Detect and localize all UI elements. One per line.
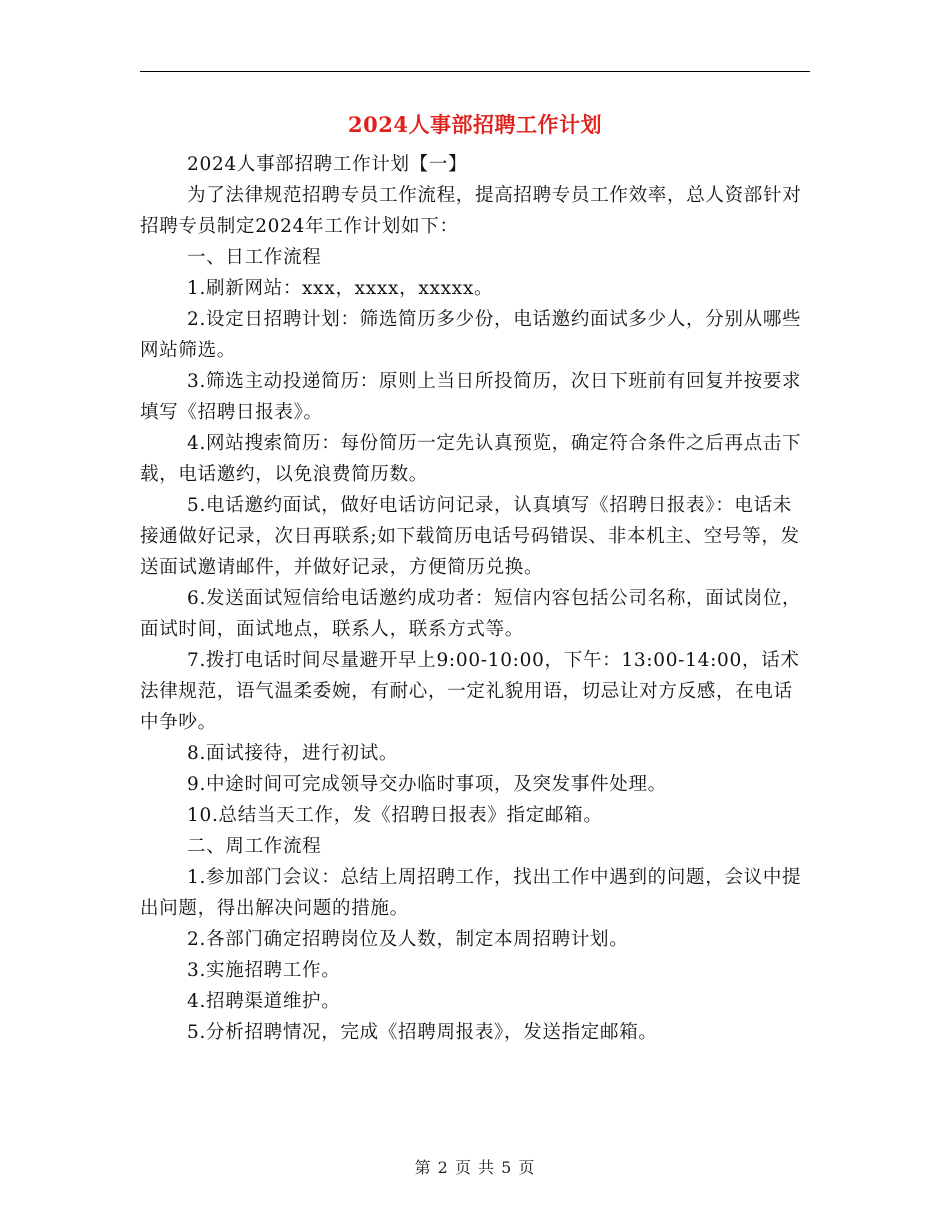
- list-item: 9.中途时间可完成领导交办临时事项，及突发事件处理。: [187, 774, 667, 795]
- list-item: 1.参加部门会议：总结上周招聘工作，找出工作中遇到的问题，会议中提出问题，得出解决问题的措施。: [140, 867, 802, 919]
- list-item: 3.筛选主动投递简历：原则上当日所投简历，次日下班前有回复并按要求填写《招聘日报表》。: [140, 371, 802, 423]
- list-item: 4.招聘渠道维护。: [187, 991, 341, 1012]
- section-heading: 2024人事部招聘工作计划【一】: [187, 154, 468, 175]
- list-item: 3.实施招聘工作。: [187, 960, 341, 981]
- list-item: 5.电话邀约面试，做好电话访问记录，认真填写《招聘日报表》：电话未接通做好记录，次日再联系;如下载简历电话号码错误、非本机主、空号等，发送面试邀请邮件，并做好记录，方便简历兑换。: [140, 495, 800, 578]
- list-item: 6.发送面试短信给电话邀约成功者：短信内容包括公司名称，面试岗位，面试时间，面试地点，联系人，联系方式等。: [140, 588, 802, 640]
- document-title: 2024人事部招聘工作计划: [348, 112, 602, 137]
- document-body: [140, 149, 805, 1048]
- list-item: 4.网站搜索简历：每份简历一定先认真预览，确定符合条件之后再点击下载，电话邀约，以免浪费简历数。: [140, 433, 802, 485]
- list-item: 7.拨打电话时间尽量避开早上9:00-10:00，下午：13:00-14:00，话术法律规范，语气温柔委婉，有耐心，一定礼貌用语，切忌让对方反感，在电话中争吵。: [140, 650, 800, 733]
- section-heading-weekly: 二、周工作流程: [187, 836, 322, 857]
- header-rule: [140, 71, 810, 72]
- list-item: 2.设定日招聘计划：筛选简历多少份，电话邀约面试多少人，分别从哪些网站筛选。: [140, 309, 802, 361]
- list-item: 1.刷新网站：xxx，xxxx，xxxxx。: [187, 278, 494, 299]
- list-item: 10.总结当天工作，发《招聘日报表》指定邮箱。: [187, 805, 603, 826]
- list-item: 5.分析招聘情况，完成《招聘周报表》，发送指定邮箱。: [187, 1022, 658, 1043]
- list-item: 8.面试接待，进行初试。: [187, 743, 399, 764]
- section-heading-daily: 一、日工作流程: [187, 247, 322, 268]
- list-item: 2.各部门确定招聘岗位及人数，制定本周招聘计划。: [187, 929, 629, 950]
- intro-paragraph: 为了法律规范招聘专员工作流程，提高招聘专员工作效率，总人资部针对招聘专员制定2024年工作计划如下：: [140, 185, 802, 237]
- page-number: 第 2 页 共 5 页: [414, 1158, 536, 1177]
